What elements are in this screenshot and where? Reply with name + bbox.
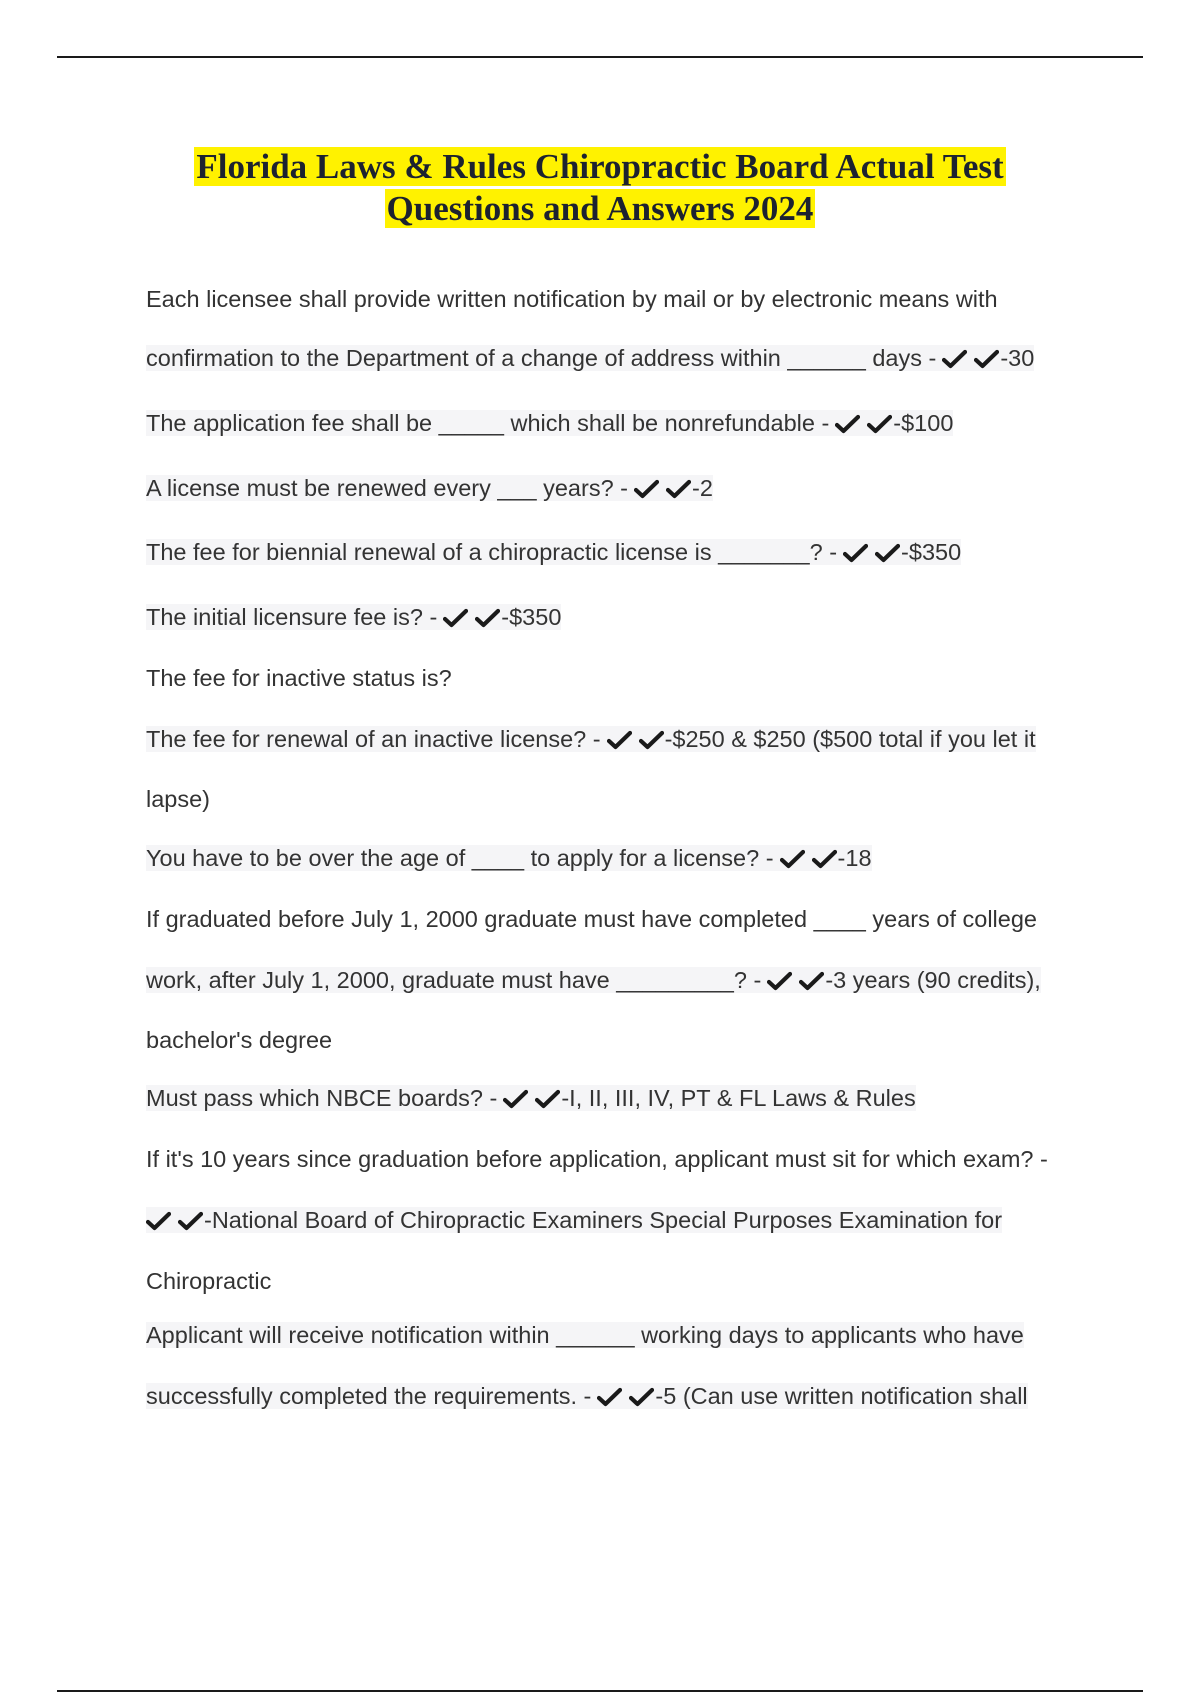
check-icon [634, 479, 659, 499]
top-rule [57, 56, 1143, 58]
check-icon [639, 730, 664, 750]
qa-line-text [146, 1027, 332, 1053]
answer-text: -$100 [893, 410, 954, 436]
qa-line [146, 539, 961, 566]
check-icon [597, 1387, 622, 1407]
qa-line-text [146, 1383, 1028, 1409]
answer-text: -2 [692, 475, 713, 501]
qa-line [146, 665, 452, 692]
question-text: The fee for biennial renewal of a chiropractic license is _______? - [146, 539, 838, 565]
question-text: work, after July 1, 2000, graduate must have _________? - [146, 967, 762, 993]
qa-line [146, 1146, 1048, 1173]
check-icon [535, 1089, 560, 1109]
qa-line [146, 1085, 916, 1112]
answer-text: -3 years (90 credits), [825, 967, 1041, 993]
qa-line [146, 410, 953, 437]
question-text: If it's 10 years since graduation before application, applicant must sit for which exam? - [146, 1146, 1048, 1172]
question-text: Each licensee shall provide written notification by mail or by electronic means with [146, 286, 998, 312]
question-text: successfully completed the requirements. - [146, 1383, 592, 1409]
answer-text: -5 (Can use written notification shall [655, 1383, 1028, 1409]
qa-line-text [146, 604, 561, 630]
question-text: The fee for inactive status is? [146, 665, 452, 691]
check-icon [475, 608, 500, 628]
qa-line-text [146, 410, 953, 436]
check-icon [629, 1387, 654, 1407]
qa-line [146, 726, 1036, 753]
qa-line [146, 845, 872, 872]
qa-line [146, 967, 1041, 994]
qa-line [146, 786, 210, 813]
qa-line-text [146, 475, 713, 501]
qa-line-text [146, 1268, 271, 1294]
check-icon [799, 971, 824, 991]
qa-line-text [146, 345, 1034, 371]
question-text: Applicant will receive notification within ______ working days to applicants who have [146, 1322, 1024, 1348]
answer-text: -30 [1000, 345, 1035, 371]
qa-line [146, 906, 1037, 933]
answer-text: -18 [837, 845, 872, 871]
question-text: You have to be over the age of ____ to apply for a license? - [146, 845, 774, 871]
check-icon [666, 479, 691, 499]
qa-line-text [146, 967, 1041, 993]
answer-text: -$350 [901, 539, 962, 565]
qa-line [146, 604, 561, 631]
document-title [100, 146, 1100, 230]
answer-text: -$350 [501, 604, 562, 630]
question-text: Must pass which NBCE boards? - [146, 1085, 498, 1111]
qa-line-text [146, 1085, 916, 1111]
qa-line-text [146, 286, 998, 312]
check-icon [767, 971, 792, 991]
question-text: The application fee shall be _____ which shall be nonrefundable - [146, 410, 830, 436]
qa-line [146, 286, 998, 313]
check-icon [146, 1211, 171, 1231]
question-text: confirmation to the Department of a change of address within ______ days - [146, 345, 937, 371]
qa-line [146, 345, 1034, 372]
qa-line-text [146, 665, 452, 691]
qa-line [146, 1268, 271, 1295]
question-text: lapse) [146, 786, 211, 812]
check-icon [942, 349, 967, 369]
qa-line-text [146, 726, 1036, 752]
title-line-1: Florida Laws & Rules Chiropractic Board Actual Test [196, 147, 1004, 186]
check-icon [974, 349, 999, 369]
question-text: A license must be renewed every ___ years? - [146, 475, 629, 501]
qa-line [146, 475, 713, 502]
check-icon [835, 414, 860, 434]
check-icon [780, 849, 805, 869]
check-icon [875, 543, 900, 563]
answer-text: -National Board of Chiropractic Examiners Special Purposes Examination for [204, 1207, 1003, 1233]
question-text: The fee for renewal of an inactive license? - [146, 726, 601, 752]
answer-text: -$250 & $250 ($500 total if you let it [664, 726, 1036, 752]
qa-line-text [146, 1207, 1002, 1233]
qa-line-text [146, 1322, 1024, 1348]
bottom-rule [57, 1690, 1143, 1692]
check-icon [607, 730, 632, 750]
check-icon [178, 1211, 203, 1231]
check-icon [843, 543, 868, 563]
qa-line-text [146, 906, 1037, 932]
check-icon [812, 849, 837, 869]
question-text: If graduated before July 1, 2000 graduate must have completed ____ years of college [146, 906, 1037, 932]
qa-line-text [146, 1146, 1048, 1172]
answer-text: -I, II, III, IV, PT & FL Laws & Rules [561, 1085, 916, 1111]
qa-line [146, 1207, 1002, 1234]
qa-line-text [146, 539, 961, 565]
question-text: bachelor's degree [146, 1027, 333, 1053]
qa-line-text [146, 786, 210, 812]
check-icon [443, 608, 468, 628]
check-icon [503, 1089, 528, 1109]
title-line-2: Questions and Answers 2024 [386, 189, 814, 228]
qa-line [146, 1027, 332, 1054]
check-icon [867, 414, 892, 434]
qa-line [146, 1322, 1024, 1349]
qa-line-text [146, 845, 872, 871]
question-text: The initial licensure fee is? - [146, 604, 438, 630]
question-text: Chiropractic [146, 1268, 272, 1294]
qa-line [146, 1383, 1028, 1410]
